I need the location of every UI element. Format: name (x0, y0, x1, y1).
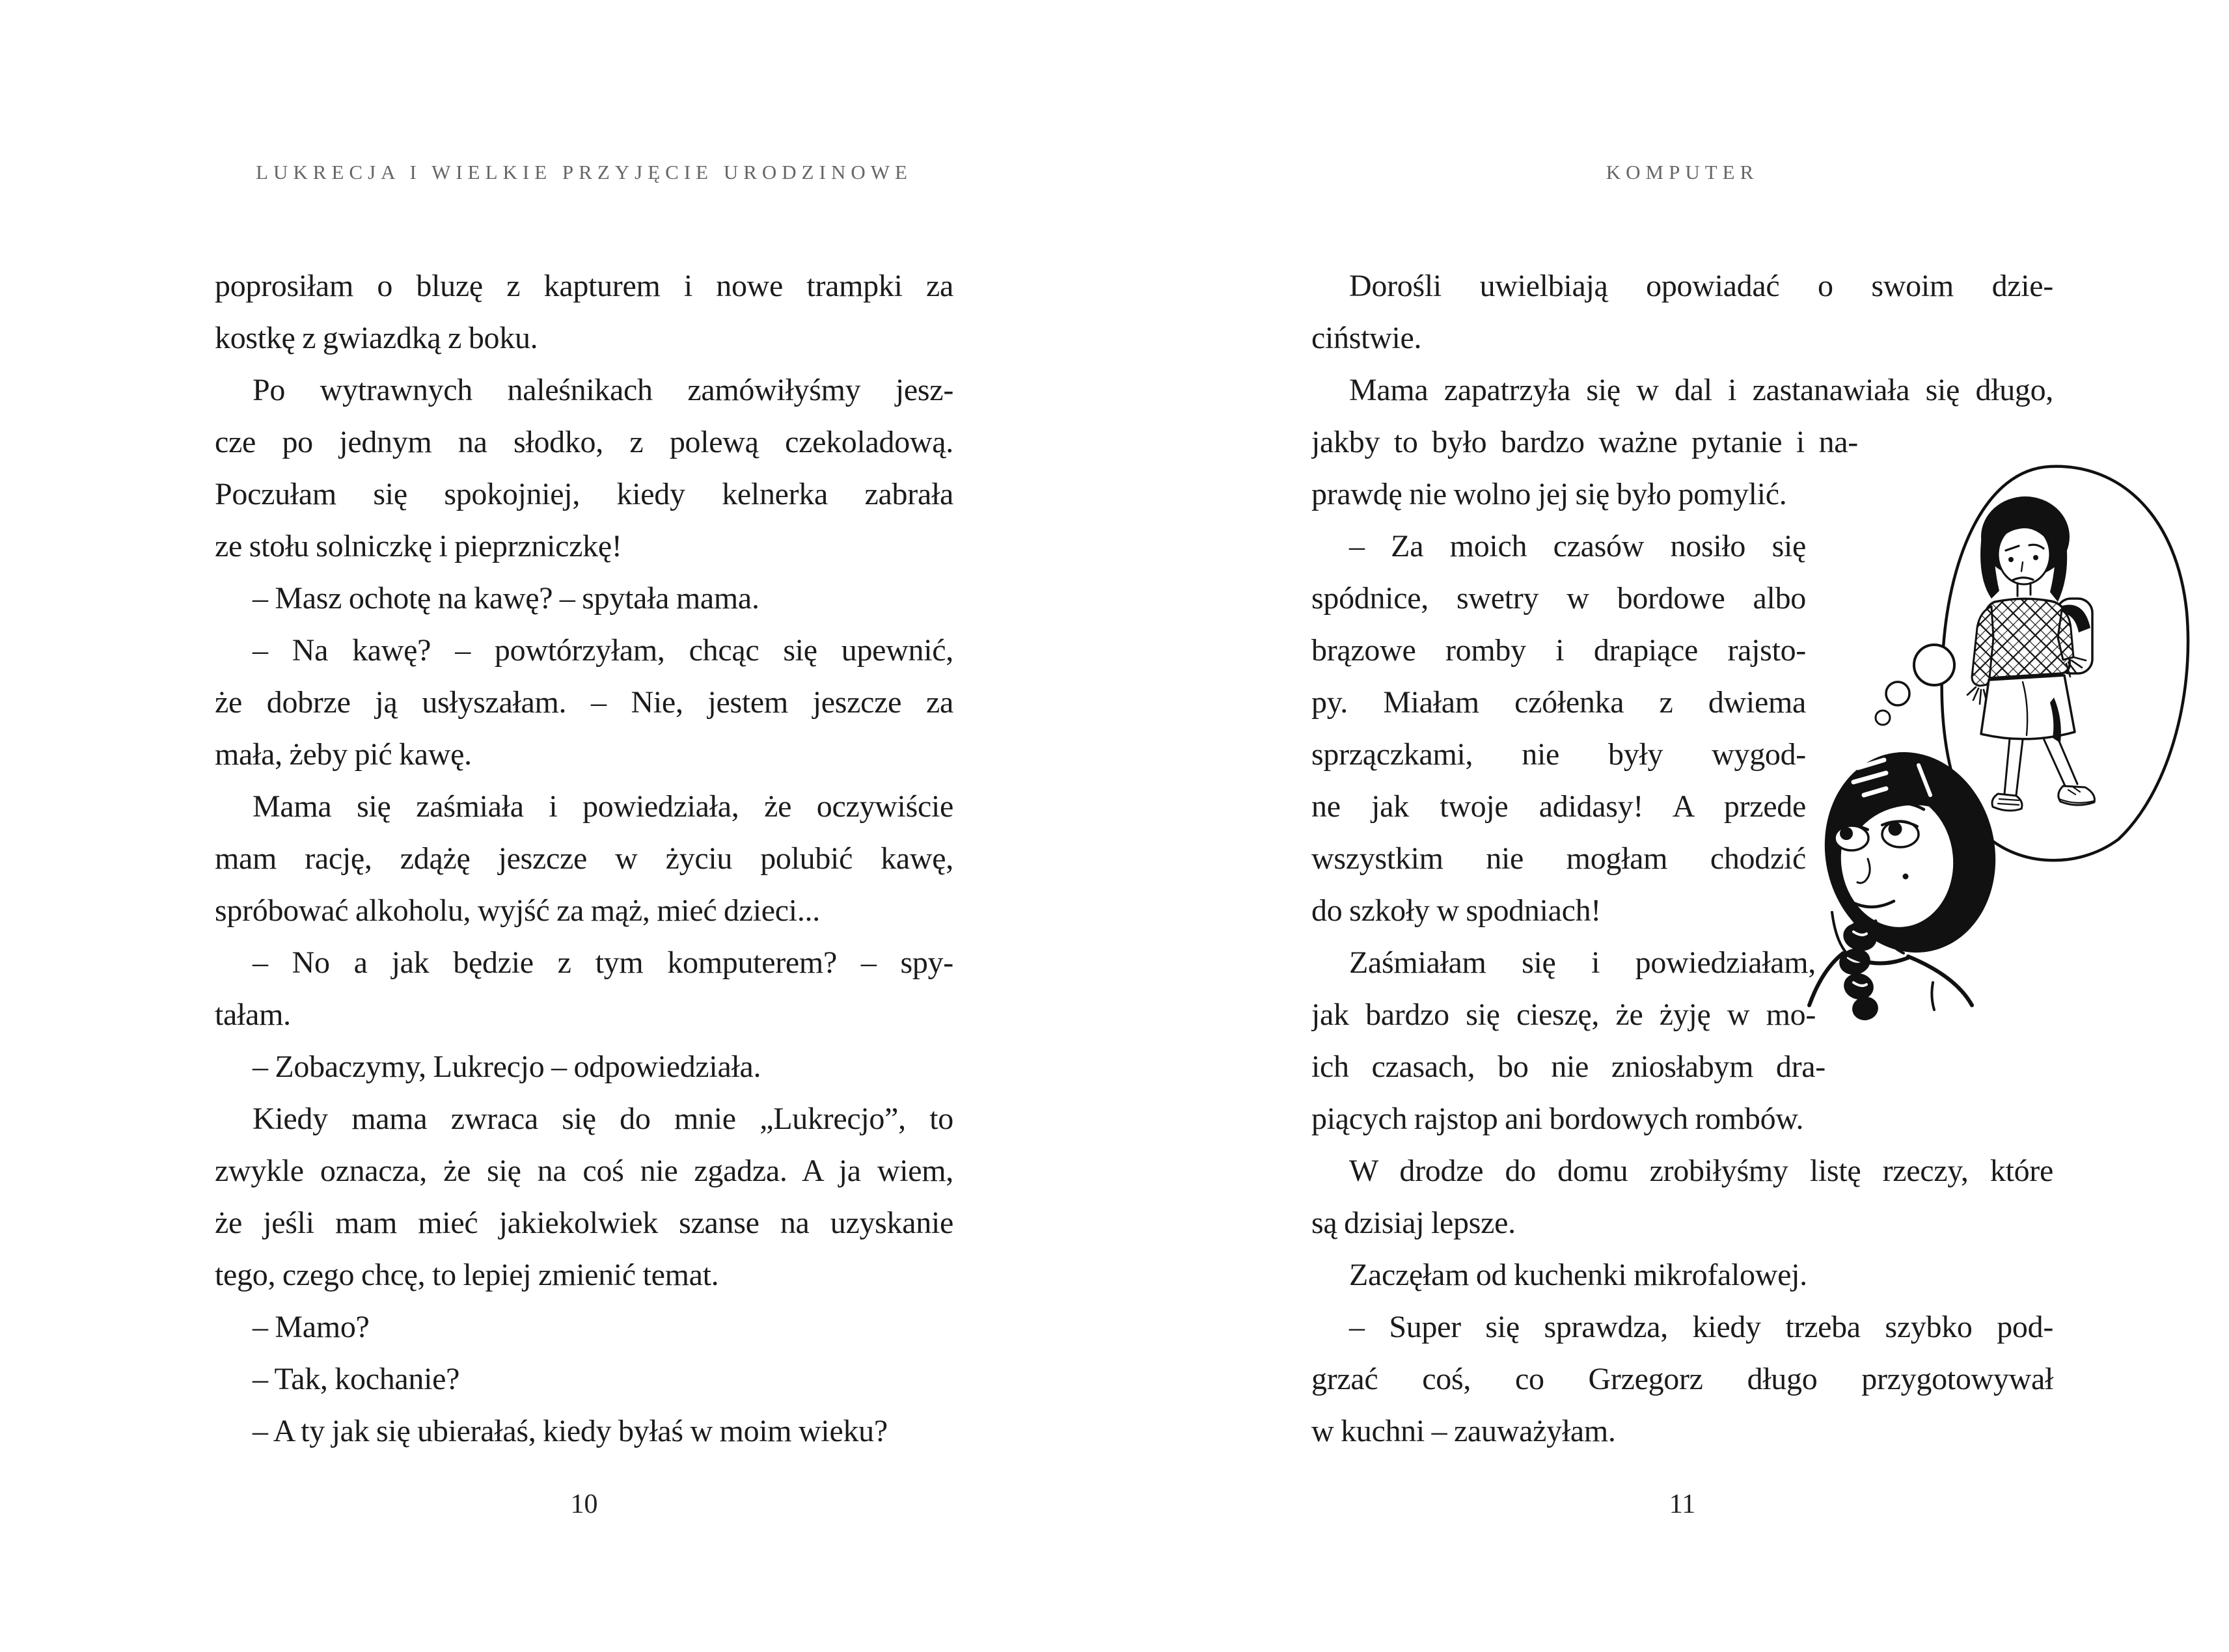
text-line: – A ty jak się ubierałaś, kiedy byłaś w moim wieku? (253, 1414, 888, 1448)
text-line: mam rację, zdążę jeszcze w życiu polubić kawę, (215, 841, 953, 876)
mother-braid (1837, 919, 1880, 1022)
text-line: tego, czego chcę, to lepiej zmienić temat. (215, 1258, 719, 1292)
text-line: brązowe romby i drapiące rajsto- (1311, 633, 1806, 668)
text-line: – Zobaczymy, Lukrecjo – odpowiedziała. (253, 1049, 761, 1084)
text-line: spróbować alkoholu, wyjść za mąż, mieć dzieci... (215, 893, 820, 928)
text-line: – No a jak będzie z tym komputerem? – spy- (253, 945, 953, 980)
left-page-number: 10 (570, 1489, 598, 1519)
text-line: – Tak, kochanie? (253, 1362, 460, 1396)
text-line: – Super się sprawdza, kiedy trzeba szybko pod- (1349, 1310, 2053, 1344)
text-line: – Masz ochotę na kawę? – spytała mama. (253, 581, 759, 616)
text-line: że jeśli mam mieć jakiekolwiek szanse na uzyskanie (215, 1206, 953, 1240)
text-line: ciństwie. (1311, 321, 1422, 355)
text-line: jak bardzo się cieszę, że żyję w mo- (1311, 997, 1816, 1032)
text-line: że dobrze ją usłyszałam. – Nie, jestem jeszcze za (215, 685, 953, 720)
right-running-header: KOMPUTER (1606, 161, 1759, 183)
girl-flat-shoe (1992, 794, 2022, 811)
text-line: kostkę z gwiazdką z boku. (215, 321, 538, 355)
text-line: Poczułam się spokojniej, kiedy kelnerka zabrała (215, 477, 953, 511)
text-line: grzać coś, co Grzegorz długo przygotowywał (1311, 1362, 2053, 1396)
text-line: Mama się zaśmiała i powiedziała, że oczywiście (253, 789, 953, 824)
text-line: – Mamo? (253, 1310, 370, 1344)
text-line: Mama zapatrzyła się w dal i zastanawiała się długo, (1349, 373, 2053, 407)
text-line: prawdę nie wolno jej się było pomylić. (1311, 477, 1787, 511)
text-line: ne jak twoje adidasy! A przede (1311, 789, 1806, 824)
text-line: jakby to było bardzo ważne pytanie i na- (1311, 425, 1858, 459)
text-line: ich czasach, bo nie zniosłabym dra- (1311, 1049, 1826, 1084)
text-line: Kiedy mama zwraca się do mnie „Lukrecjo”, to (253, 1102, 953, 1136)
text-line: – Za moich czasów nosiło się (1349, 529, 1806, 563)
text-line: mała, żeby pić kawę. (215, 737, 472, 772)
left-running-header: LUKRECJA I WIELKIE PRZYJĘCIE URODZINOWE (256, 161, 912, 183)
text-line: zwykle oznacza, że się na coś nie zgadza. A ja wiem, (215, 1154, 953, 1188)
text-line: Dorośli uwielbiają opowiadać o swoim dzie- (1349, 269, 2053, 303)
thought-scene-illustration (1770, 403, 2229, 1080)
text-line: piących rajstop ani bordowych rombów. (1311, 1102, 1804, 1136)
text-line: są dzisiaj lepsze. (1311, 1206, 1516, 1240)
text-line: py. Miałam czółenka z dwiema (1311, 685, 1806, 720)
text-line: Zaśmiałam się i powiedziałam, (1349, 945, 1816, 980)
text-line: ze stołu solniczkę i pieprzniczkę! (215, 529, 622, 563)
mother-shoulders (1809, 953, 1972, 1010)
text-line: wszystkim nie mogłam chodzić (1311, 841, 1806, 876)
text-line: tałam. (215, 997, 291, 1032)
text-line: cze po jednym na słodko, z polewą czekoladową. (215, 425, 953, 459)
text-line: w kuchni – zauważyłam. (1311, 1414, 1616, 1448)
text-line: spódnice, swetry w bordowe albo (1311, 581, 1806, 616)
text-line: – Na kawę? – powtórzyłam, chcąc się upewnić, (253, 633, 953, 668)
text-line: do szkoły w spodniach! (1311, 893, 1601, 928)
text-line: Po wytrawnych naleśnikach zamówiłyśmy jesz- (253, 373, 953, 407)
right-page-number: 11 (1669, 1489, 1696, 1519)
text-line: W drodze do domu zrobiłyśmy listę rzeczy, które (1349, 1154, 2053, 1188)
left-page-text-block (215, 260, 953, 1457)
beauty-mark (1903, 874, 1909, 880)
text-line: poprosiłam o bluzę z kapturem i nowe trampki za (215, 269, 953, 303)
text-line: sprzączkami, nie były wygod- (1311, 737, 1806, 772)
text-line: Zaczęłam od kuchenki mikrofalowej. (1349, 1258, 1807, 1292)
